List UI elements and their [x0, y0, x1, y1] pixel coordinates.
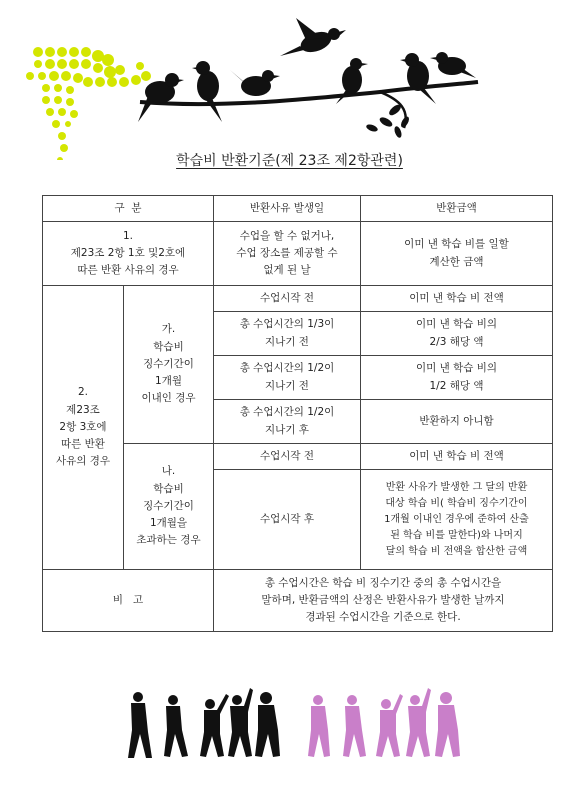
sub-b-label-line: 1개월을 — [149, 517, 188, 530]
row2-category-line: 제23조 — [66, 403, 100, 416]
remarks-label: 비 고 — [43, 570, 214, 632]
row1-date-line: 수업 장소를 제공할 수 — [236, 246, 338, 259]
sub-a-label-line: 징수기간이 — [143, 357, 194, 370]
sub-a-date-line: 지나기 전 — [265, 379, 309, 392]
decoration-header — [0, 0, 579, 160]
row2-category-line: 2항 3호에 — [59, 420, 107, 433]
sub-b-amount-line: 1개월 이내인 경우에 준하여 산출 — [384, 513, 529, 525]
refund-table — [42, 195, 553, 632]
remarks-line: 경과된 수업시간을 기준으로 한다. — [305, 611, 461, 624]
page-title — [0, 150, 579, 170]
row2-category — [43, 286, 124, 570]
people-right-group — [308, 688, 460, 757]
sub-a-date-line: 지나기 후 — [265, 423, 309, 436]
people-silhouettes-icon — [0, 680, 579, 799]
row1-category-line: 따른 반환 사유의 경우 — [77, 264, 179, 277]
sub-a-amount-line: 2/3 해당 액 — [429, 335, 484, 348]
sub-a-amount-line: 이미 낸 학습 비의 — [415, 362, 497, 375]
sub-a-amount: 이미 낸 학습 비 전액 — [361, 286, 553, 312]
row2-category-line: 2. — [77, 386, 89, 399]
row1-category-line: 제23조 2항 1호 및2호에 — [70, 246, 186, 259]
row1-category-line: 1. — [122, 229, 134, 242]
remarks-text — [214, 570, 553, 632]
sub-a-amount — [361, 312, 553, 356]
sub-b-amount-line: 달의 학습 비 전액을 합산한 금액 — [385, 545, 528, 557]
row1-amount-line: 계산한 금액 — [429, 255, 484, 268]
sub-a-label-line: 1개월 — [155, 375, 182, 388]
sub-b-date: 수업시작 전 — [214, 444, 361, 470]
row1-category — [43, 222, 214, 286]
sub-b-date: 수업시작 후 — [214, 470, 361, 570]
sub-a-date-line: 지나기 전 — [265, 335, 309, 348]
sub-a-label-line: 학습비 — [153, 340, 184, 353]
sub-b-amount-line: 대상 학습 비( 학습비 징수기간이 — [385, 497, 528, 509]
decorative-dots-icon — [26, 47, 151, 160]
people-left-group — [128, 688, 280, 758]
sub-b-amount: 이미 낸 학습 비 전액 — [361, 444, 553, 470]
sub-a-label — [124, 286, 214, 444]
sub-a-amount: 반환하지 아니함 — [361, 400, 553, 444]
row1-date-line: 수업을 할 수 없거나, — [239, 229, 335, 242]
row1-reason-date — [214, 222, 361, 286]
remarks-row — [43, 570, 553, 632]
sub-a-date: 수업시작 전 — [214, 286, 361, 312]
sub-b-label-line: 학습비 — [153, 482, 184, 495]
header-refund-amount: 반환금액 — [361, 196, 553, 222]
sub-b-amount-line: 된 학습 비를 말한다)와 나머지 — [390, 529, 523, 541]
row2-category-line: 사유의 경우 — [55, 455, 111, 468]
sub-b-label — [124, 444, 214, 570]
sub-a-amount-line: 1/2 해당 액 — [429, 379, 484, 392]
table-header-row — [43, 196, 553, 222]
table-row — [43, 222, 553, 286]
sub-a-amount-line: 이미 낸 학습 비의 — [415, 318, 497, 331]
remarks-line: 말하며, 반환금액의 산정은 반환사유가 발생한 날까지 — [261, 593, 505, 606]
sub-a-label-line: 이내인 경우 — [141, 392, 196, 405]
sub-a-date-line: 총 수업시간의 1/2이 — [239, 362, 335, 375]
sub-a-amount — [361, 356, 553, 400]
bird-branch-icon — [138, 18, 478, 139]
header-category: 구 분 — [43, 196, 214, 222]
sub-b-label-line: 초과하는 경우 — [136, 534, 201, 547]
sub-a-date-line: 총 수업시간의 1/3이 — [239, 318, 335, 331]
table-row — [43, 286, 553, 312]
sub-a-date — [214, 400, 361, 444]
sub-b-label-line: 징수기간이 — [143, 499, 194, 512]
row1-refund-amount — [361, 222, 553, 286]
page-title-text: 학습비 반환기준(제 23조 제2항관련) — [176, 153, 403, 169]
sub-a-date-line: 총 수업시간의 1/2이 — [239, 406, 335, 419]
sub-a-date — [214, 356, 361, 400]
row1-amount-line: 이미 낸 학습 비를 일할 — [404, 238, 509, 251]
row1-date-line: 없게 된 날 — [263, 264, 311, 277]
remarks-line: 총 수업시간은 학습 비 징수기간 중의 총 수업시간을 — [264, 576, 502, 589]
sub-b-amount — [361, 470, 553, 570]
sub-b-label-line: 나. — [161, 465, 176, 478]
sub-a-label-line: 가. — [161, 323, 176, 336]
header-reason-date: 반환사유 발생일 — [214, 196, 361, 222]
sub-a-date — [214, 312, 361, 356]
row2-category-line: 따른 반환 — [61, 438, 105, 451]
sub-b-amount-line: 반환 사유가 발생한 그 달의 반환 — [385, 481, 528, 493]
